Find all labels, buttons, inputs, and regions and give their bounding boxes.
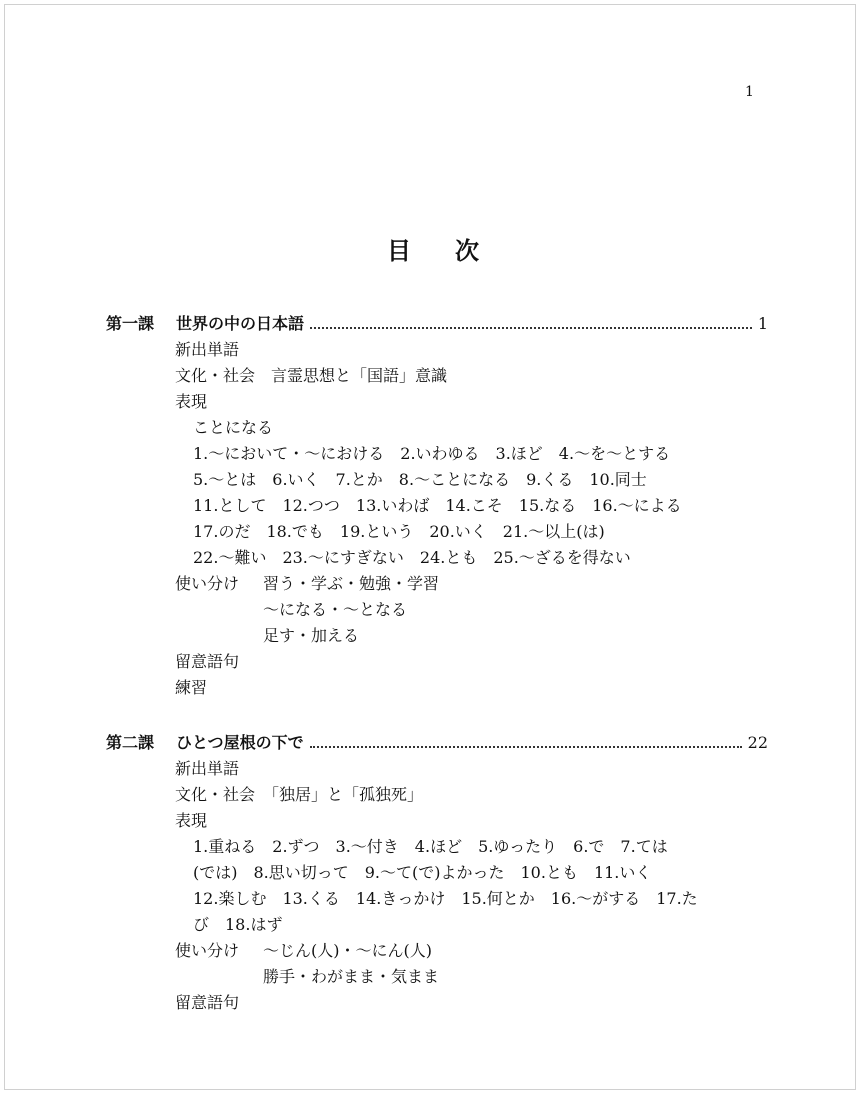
usage-item: ～になる・～となる	[263, 600, 408, 619]
toc-entry-notes: 留意語句	[175, 652, 240, 671]
expression-line: 22.～難い 23.～にすぎない 24.とも 25.～ざるを得ない	[193, 548, 631, 567]
usage-row	[106, 597, 768, 623]
page-number: 1	[745, 84, 754, 100]
dot-leader	[310, 745, 742, 748]
toc-entry-expressions: 表現	[175, 392, 208, 411]
expression-line: 1.重ねる 2.ずつ 3.～付き 4.ほど 5.ゆったり 6.で 7.ては	[193, 837, 668, 856]
usage-row	[106, 964, 768, 990]
usage-label: 使い分け	[175, 941, 240, 960]
lesson-title: ひとつ屋根の下で	[176, 733, 304, 752]
lesson-page-number: 1	[757, 314, 768, 333]
lesson-page-number: 22	[747, 733, 768, 752]
usage-label: 使い分け	[175, 574, 240, 593]
toc-title: 目次	[387, 237, 523, 265]
usage-row	[106, 938, 768, 964]
toc-entry-expressions: 表現	[175, 811, 208, 830]
lesson-1-heading[interactable]	[106, 311, 768, 337]
toc-entry-notes: 留意語句	[175, 993, 240, 1012]
toc-entry-exercise: 練習	[175, 678, 208, 697]
toc-entry-culture: 文化・社会 「独居」と「孤独死」	[175, 785, 424, 804]
lesson-2	[106, 730, 768, 1016]
expression-line: 12.楽しむ 13.くる 14.きっかけ 15.何とか 16.～がする 17.た	[193, 889, 698, 908]
lesson-label: 第一課	[106, 314, 155, 333]
usage-row	[106, 623, 768, 649]
usage-item: 勝手・わがまま・気まま	[263, 967, 440, 986]
usage-item: 足す・加える	[263, 626, 360, 645]
expression-line: (では) 8.思い切って 9.～て(で)よかった 10.とも 11.いく	[193, 863, 652, 882]
lesson-2-heading[interactable]	[106, 730, 768, 756]
expression-line: び 18.はず	[193, 915, 283, 934]
lesson-1	[106, 311, 768, 701]
toc-entry-culture: 文化・社会 言霊思想と「国語」意識	[175, 366, 448, 385]
usage-item: ～じん(人)・～にん(人)	[263, 941, 432, 960]
expression-line: 1.～において・～における 2.いわゆる 3.ほど 4.～を～とする	[193, 444, 671, 463]
expression-line: 17.のだ 18.でも 19.という 20.いく 21.～以上(は)	[193, 522, 605, 541]
expression-line: 11.として 12.つつ 13.いわば 14.こそ 15.なる 16.～による	[193, 496, 682, 515]
usage-item: 習う・学ぶ・勉強・学習	[263, 574, 440, 593]
toc-entry-new-words: 新出単語	[175, 340, 240, 359]
toc-entry-new-words: 新出単語	[175, 759, 240, 778]
lesson-label: 第二課	[106, 733, 155, 752]
expression-line: ことになる	[193, 418, 274, 437]
usage-row	[106, 571, 768, 597]
dot-leader	[310, 326, 752, 329]
expression-line: 5.～とは 6.いく 7.とか 8.～ことになる 9.くる 10.同士	[193, 470, 647, 489]
lesson-title: 世界の中の日本語	[176, 314, 305, 333]
